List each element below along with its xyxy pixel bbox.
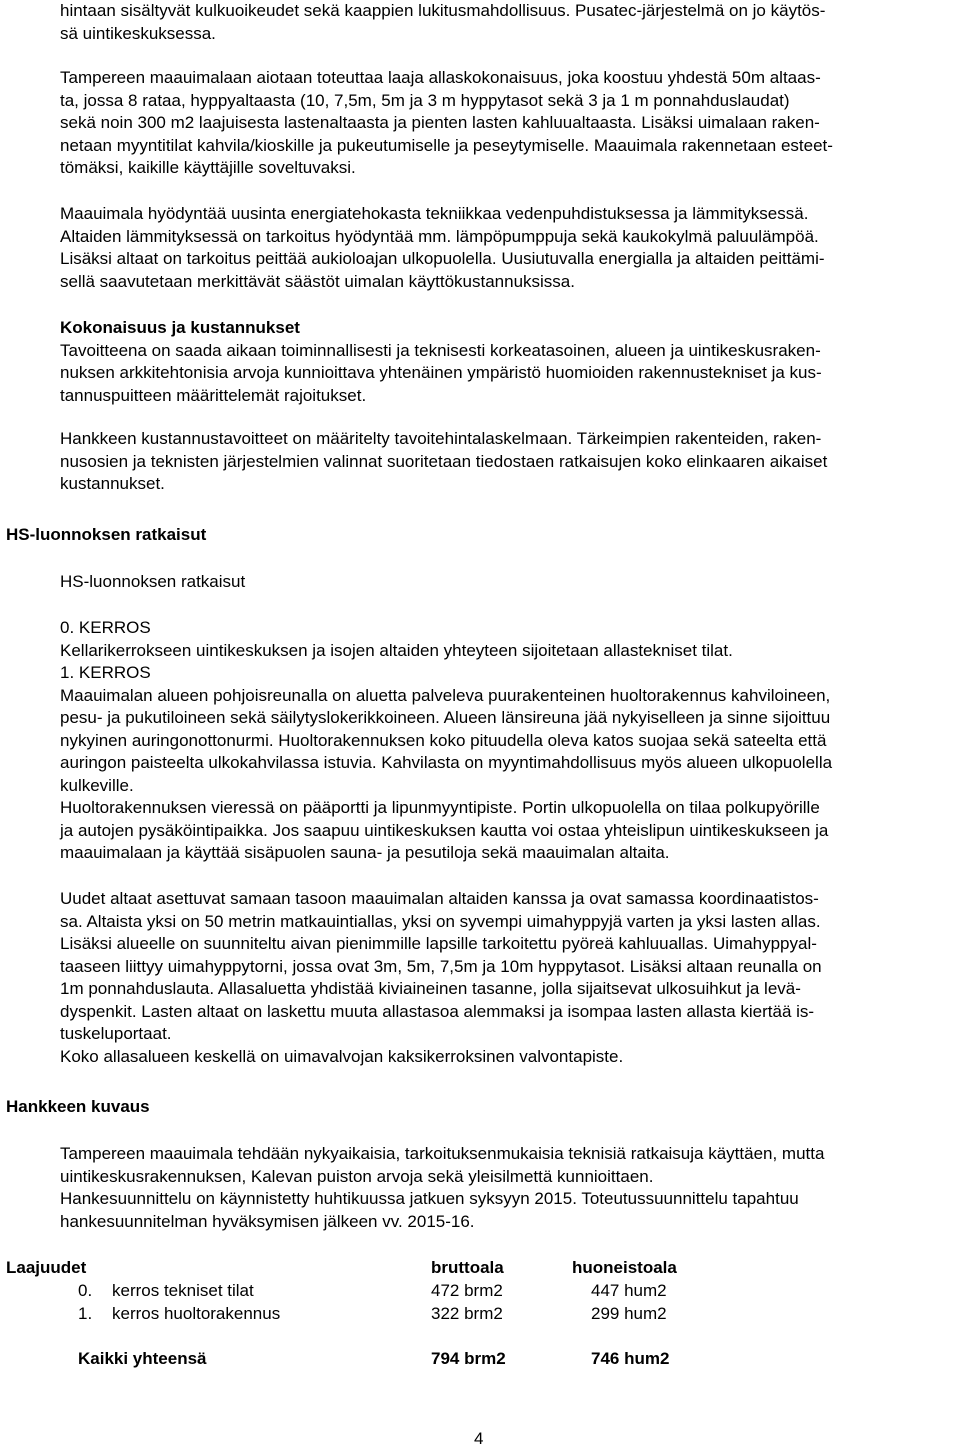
section-heading: Kokonaisuus ja kustannukset	[60, 318, 300, 337]
table-header-label: Laajuudet	[6, 1258, 87, 1277]
costs-section	[60, 317, 955, 407]
pools-description	[60, 888, 955, 1068]
text-line: netaan myyntitilat kahvila/kioskille ja pukeutumiselle ja peseytymiselle. Maauimala rakennetaan esteet-	[60, 135, 833, 155]
total-gross: 794 brm2	[431, 1349, 506, 1368]
row-gross: 322 brm2	[431, 1304, 503, 1323]
floors-description	[60, 617, 955, 865]
text-line: hintaan sisältyvät kulkuoikeudet sekä kaappien lukitusmahdollisuus. Pusatec-järjestelmä on jo käytös-	[60, 1, 826, 20]
text-line: Tampereen maauimalaan aiotaan toteuttaa laaja allaskokonaisuus, joka koostuu yhdestä 50m altaas-	[60, 68, 821, 87]
text-line: uintikeskusrakennuksen, Kalevan puiston arvoja sekä yleisilmettä kunnioittaen.	[60, 1166, 654, 1186]
text-line: kustannukset.	[60, 474, 165, 493]
text-line: Altaiden lämmityksessä on tarkoitus hyödyntää mm. lämpöpumppuja sekä kaukokylmä paluulämpöä.	[60, 226, 819, 246]
text-line: ta, jossa 8 rataa, hyppyaltaasta (10, 7,5m, 5m ja 3 m hyppytasot sekä 3 ja 1 m ponnahduslaudat)	[60, 90, 790, 110]
text-line: Maauimalan alueen pohjoisreunalla on aluetta palveleva puurakenteinen huoltorakennus kahviloineen,	[60, 685, 831, 705]
text-line: nykyinen auringonottonurmi. Huoltorakennuksen koko pituudella oleva katos suojaa sekä sateelta että	[60, 730, 827, 750]
text-line: nuksen arkkitehtonisia arvoja kunnioittava yhtenäinen ympäristö huomioiden rakennustekniset ja kus-	[60, 363, 822, 382]
page-number: 4	[474, 1429, 484, 1448]
text-line: sekä noin 300 m2 laajuisesta lastenaltaasta ja pienten lasten kahluualtaasta. Lisäksi uimalaan raken-	[60, 113, 820, 132]
text-line: Kellarikerrokseen uintikeskuksen ja isojen altaiden yhteyteen sijoitetaan allastekniset tilat.	[60, 640, 733, 660]
text-line: Huoltorakennuksen vieressä on pääportti ja lipunmyyntipiste. Portin ulkopuolella on tilaa polkupyörille	[60, 798, 820, 817]
row-name: kerros tekniset tilat	[112, 1281, 254, 1300]
total-label: Kaikki yhteensä	[78, 1349, 207, 1368]
hs-subheading	[60, 571, 955, 594]
text-line: tannuspuitteen määrittelemät rajoitukset.	[60, 385, 367, 405]
costs-paragraph-2	[60, 428, 955, 496]
total-net: 746 hum2	[591, 1349, 670, 1368]
text-line: auringon paisteelta ulkokahvilassa istuvia. Kahvilasta on myyntimahdollisuus myös alueen ulkopuolella	[60, 753, 833, 772]
text-line: tömäksi, kaikille käyttäjille soveltuvaksi.	[60, 158, 356, 177]
row-number: 0.	[78, 1281, 93, 1300]
row-net: 299 hum2	[591, 1304, 667, 1323]
text-line: Hankkeen kustannustavoitteet on määritelty tavoitehintalaskelmaan. Tärkeimpien rakenteiden, raken-	[60, 429, 822, 448]
description-section-heading: Hankkeen kuvaus	[6, 1097, 150, 1116]
text-line: taaseen liittyy uimahyppytorni, jossa ovat 3m, 5m, 7,5m ja 10m hyppytasot. Lisäksi altaan reunalla on	[60, 956, 822, 976]
pool-paragraph	[60, 67, 955, 180]
text-line: sa. Altaista yksi on 50 metrin matkauintiallas, yksi on syvempi uimahyppyjä varten ja yksi lasten allas.	[60, 911, 821, 931]
text-line: Hankesuunnittelu on käynnistetty huhtikuussa jatkuen syksyyn 2015. Toteutussuunnittelu tapahtuu	[60, 1189, 799, 1208]
text-line: sä uintikeskuksessa.	[60, 23, 216, 43]
text-line: 0. KERROS	[60, 618, 151, 637]
text-line: Tampereen maauimala tehdään nykyaikaisia, tarkoituksenmukaisia teknisiä ratkaisuja käyttäen, mutta	[60, 1144, 825, 1163]
table-header-gross: bruttoala	[431, 1258, 504, 1277]
row-gross: 472 brm2	[431, 1281, 503, 1300]
text-line: tuskeluportaat.	[60, 1024, 172, 1043]
text-line: ja autojen pysäköintipaikka. Jos saapuu uintikeskuksen kautta voi ostaa yhteislipun uintikeskukseen ja	[60, 820, 829, 840]
text-line: Maauimala hyödyntää uusinta energiatehokasta tekniikkaa vedenpuhdistuksessa ja lämmityksessä.	[60, 204, 809, 223]
text-line: hankesuunnitelman hyväksymisen jälkeen vv. 2015-16.	[60, 1211, 475, 1231]
row-net: 447 hum2	[591, 1281, 667, 1300]
energy-paragraph	[60, 203, 955, 293]
intro-paragraph	[60, 0, 955, 45]
row-number: 1.	[78, 1304, 93, 1323]
hs-section-heading: HS-luonnoksen ratkaisut	[6, 525, 207, 544]
table-header-net: huoneistoala	[572, 1258, 677, 1277]
text-line: pesu- ja pukutiloineen sekä säilytyslokerikkoineen. Alueen länsireuna jää nykyiselleen ja sinne sijoittuu	[60, 708, 831, 727]
text-line: Uudet altaat asettuvat samaan tasoon maauimalan altaiden kanssa ja ovat samassa koordinaatistos-	[60, 889, 819, 908]
text-line: 1. KERROS	[60, 663, 151, 682]
text-line: Lisäksi alueelle on suunniteltu aivan pienimmille lapsille tarkoitettu pyöreä kahluuallas. Uimahyppyal-	[60, 934, 817, 953]
text-line: Lisäksi altaat on tarkoitus peittää aukioloajan ulkopuolella. Uusiutuvalla energialla ja altaiden peittämi-	[60, 249, 825, 268]
text-line: nusosien ja teknisten järjestelmien valinnat suoritetaan tiedostaen ratkaisujen koko elinkaaren aikaiset	[60, 451, 828, 471]
description-paragraph	[60, 1143, 955, 1233]
text-line: sellä saavutetaan merkittävät säästöt uimalan käyttökustannuksissa.	[60, 271, 575, 291]
text-line: kulkeville.	[60, 775, 134, 795]
text-line: Koko allasalueen keskellä on uimavalvojan kaksikerroksinen valvontapiste.	[60, 1046, 624, 1066]
text-line: maauimalaan ja käyttää sisäpuolen sauna- ja pesutiloja sekä maauimalan altaita.	[60, 843, 670, 862]
text-line: Tavoitteena on saada aikaan toiminnallisesti ja teknisesti korkeatasoinen, alueen ja uintikeskusraken-	[60, 340, 821, 360]
row-name: kerros huoltorakennus	[112, 1304, 281, 1323]
text-line: 1m ponnahduslauta. Allasaluetta yhdistää kiviaineinen tasanne, jolla sijaitsevat ulkosuihkut ja levä-	[60, 979, 801, 998]
subheading-text: HS-luonnoksen ratkaisut	[60, 572, 246, 591]
text-line: dyspenkit. Lasten altaat on laskettu muuta allastasoa alemmaksi ja isompaa lasten allasta kiertää is-	[60, 1001, 815, 1021]
